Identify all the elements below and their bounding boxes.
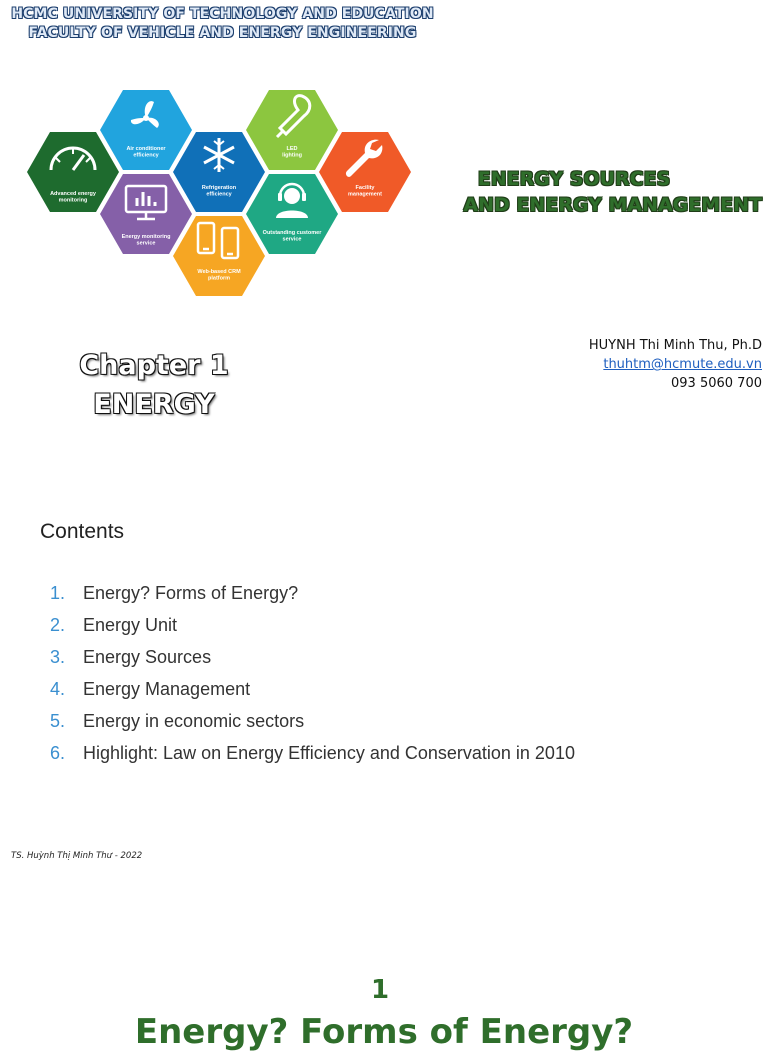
contents-item-text: Energy Unit [83,615,178,635]
hexagon-banner [18,88,418,300]
contents-item-number: 6. [50,743,66,763]
contents-item-number: 1. [50,583,66,603]
slide-footer-note: TS. Huỳnh Thị Minh Thư - 2022 [11,851,143,861]
headset-user-icon [276,184,308,218]
contents-item [50,581,575,613]
contents-item [50,645,575,677]
chapter-title: ENERGY [93,389,215,420]
author-name: HUYNH Thi Minh Thu, Ph.D [588,338,762,353]
hex-energy-monitoring-service [100,174,192,254]
hex-customer-service [246,174,338,254]
contents-item-text: Energy? Forms of Energy? [83,583,299,603]
hex-web-crm [173,216,265,296]
contents-title: Contents [40,520,125,543]
contents-item-text: Highlight: Law on Energy Efficiency and Conservation in 2010 [83,743,575,763]
contents-item [50,741,575,773]
hex-label: Refrigeration efficiency [201,185,237,198]
author-email-link[interactable]: thuhtm@hcmute.edu.vn [603,357,762,372]
contents-item-number: 4. [50,679,66,699]
chapter-label: Chapter 1 [79,350,229,381]
contents-item-number: 2. [50,615,66,635]
contents-list [50,581,575,773]
hex-label: Web-based CRM platform [197,269,241,282]
hex-label: Advanced energy monitoring [50,191,96,204]
hex-facility-management [319,132,411,212]
section-title: Energy? Forms of Energy? [134,1012,634,1052]
hex-label: Outstanding customer service [262,230,322,243]
contents-item-text: Energy Management [83,679,251,699]
hex-refrigeration [173,132,265,212]
faculty-name: FACULTY OF VEHICLE AND ENERGY ENGINEERING [28,25,417,41]
contents-item-number: 3. [50,647,66,667]
university-name: HCMC UNIVERSITY OF TECHNOLOGY AND EDUCATION [11,6,434,22]
author-phone: 093 5060 700 [671,376,762,391]
hex-air-conditioner [100,90,192,170]
contents-item [50,709,575,741]
contents-item-number: 5. [50,711,66,731]
course-title-line2: AND ENERGY MANAGEMENT [463,194,762,216]
contents-item-text: Energy Sources [83,647,212,667]
hex-advanced-energy-monitoring [27,132,119,212]
hex-led-lighting [246,90,338,170]
course-title-line1: ENERGY SOURCES [477,168,671,190]
hex-label: Air conditioner efficiency [126,146,166,159]
hex-label: LED lighting [282,146,302,159]
contents-item [50,677,575,709]
hex-label: Facility management [348,185,382,198]
contents-item [50,613,575,645]
contents-item-text: Energy in economic sectors [83,711,305,731]
section-number: 1 [370,975,390,1005]
hex-label: Energy monitoring service [121,234,171,247]
